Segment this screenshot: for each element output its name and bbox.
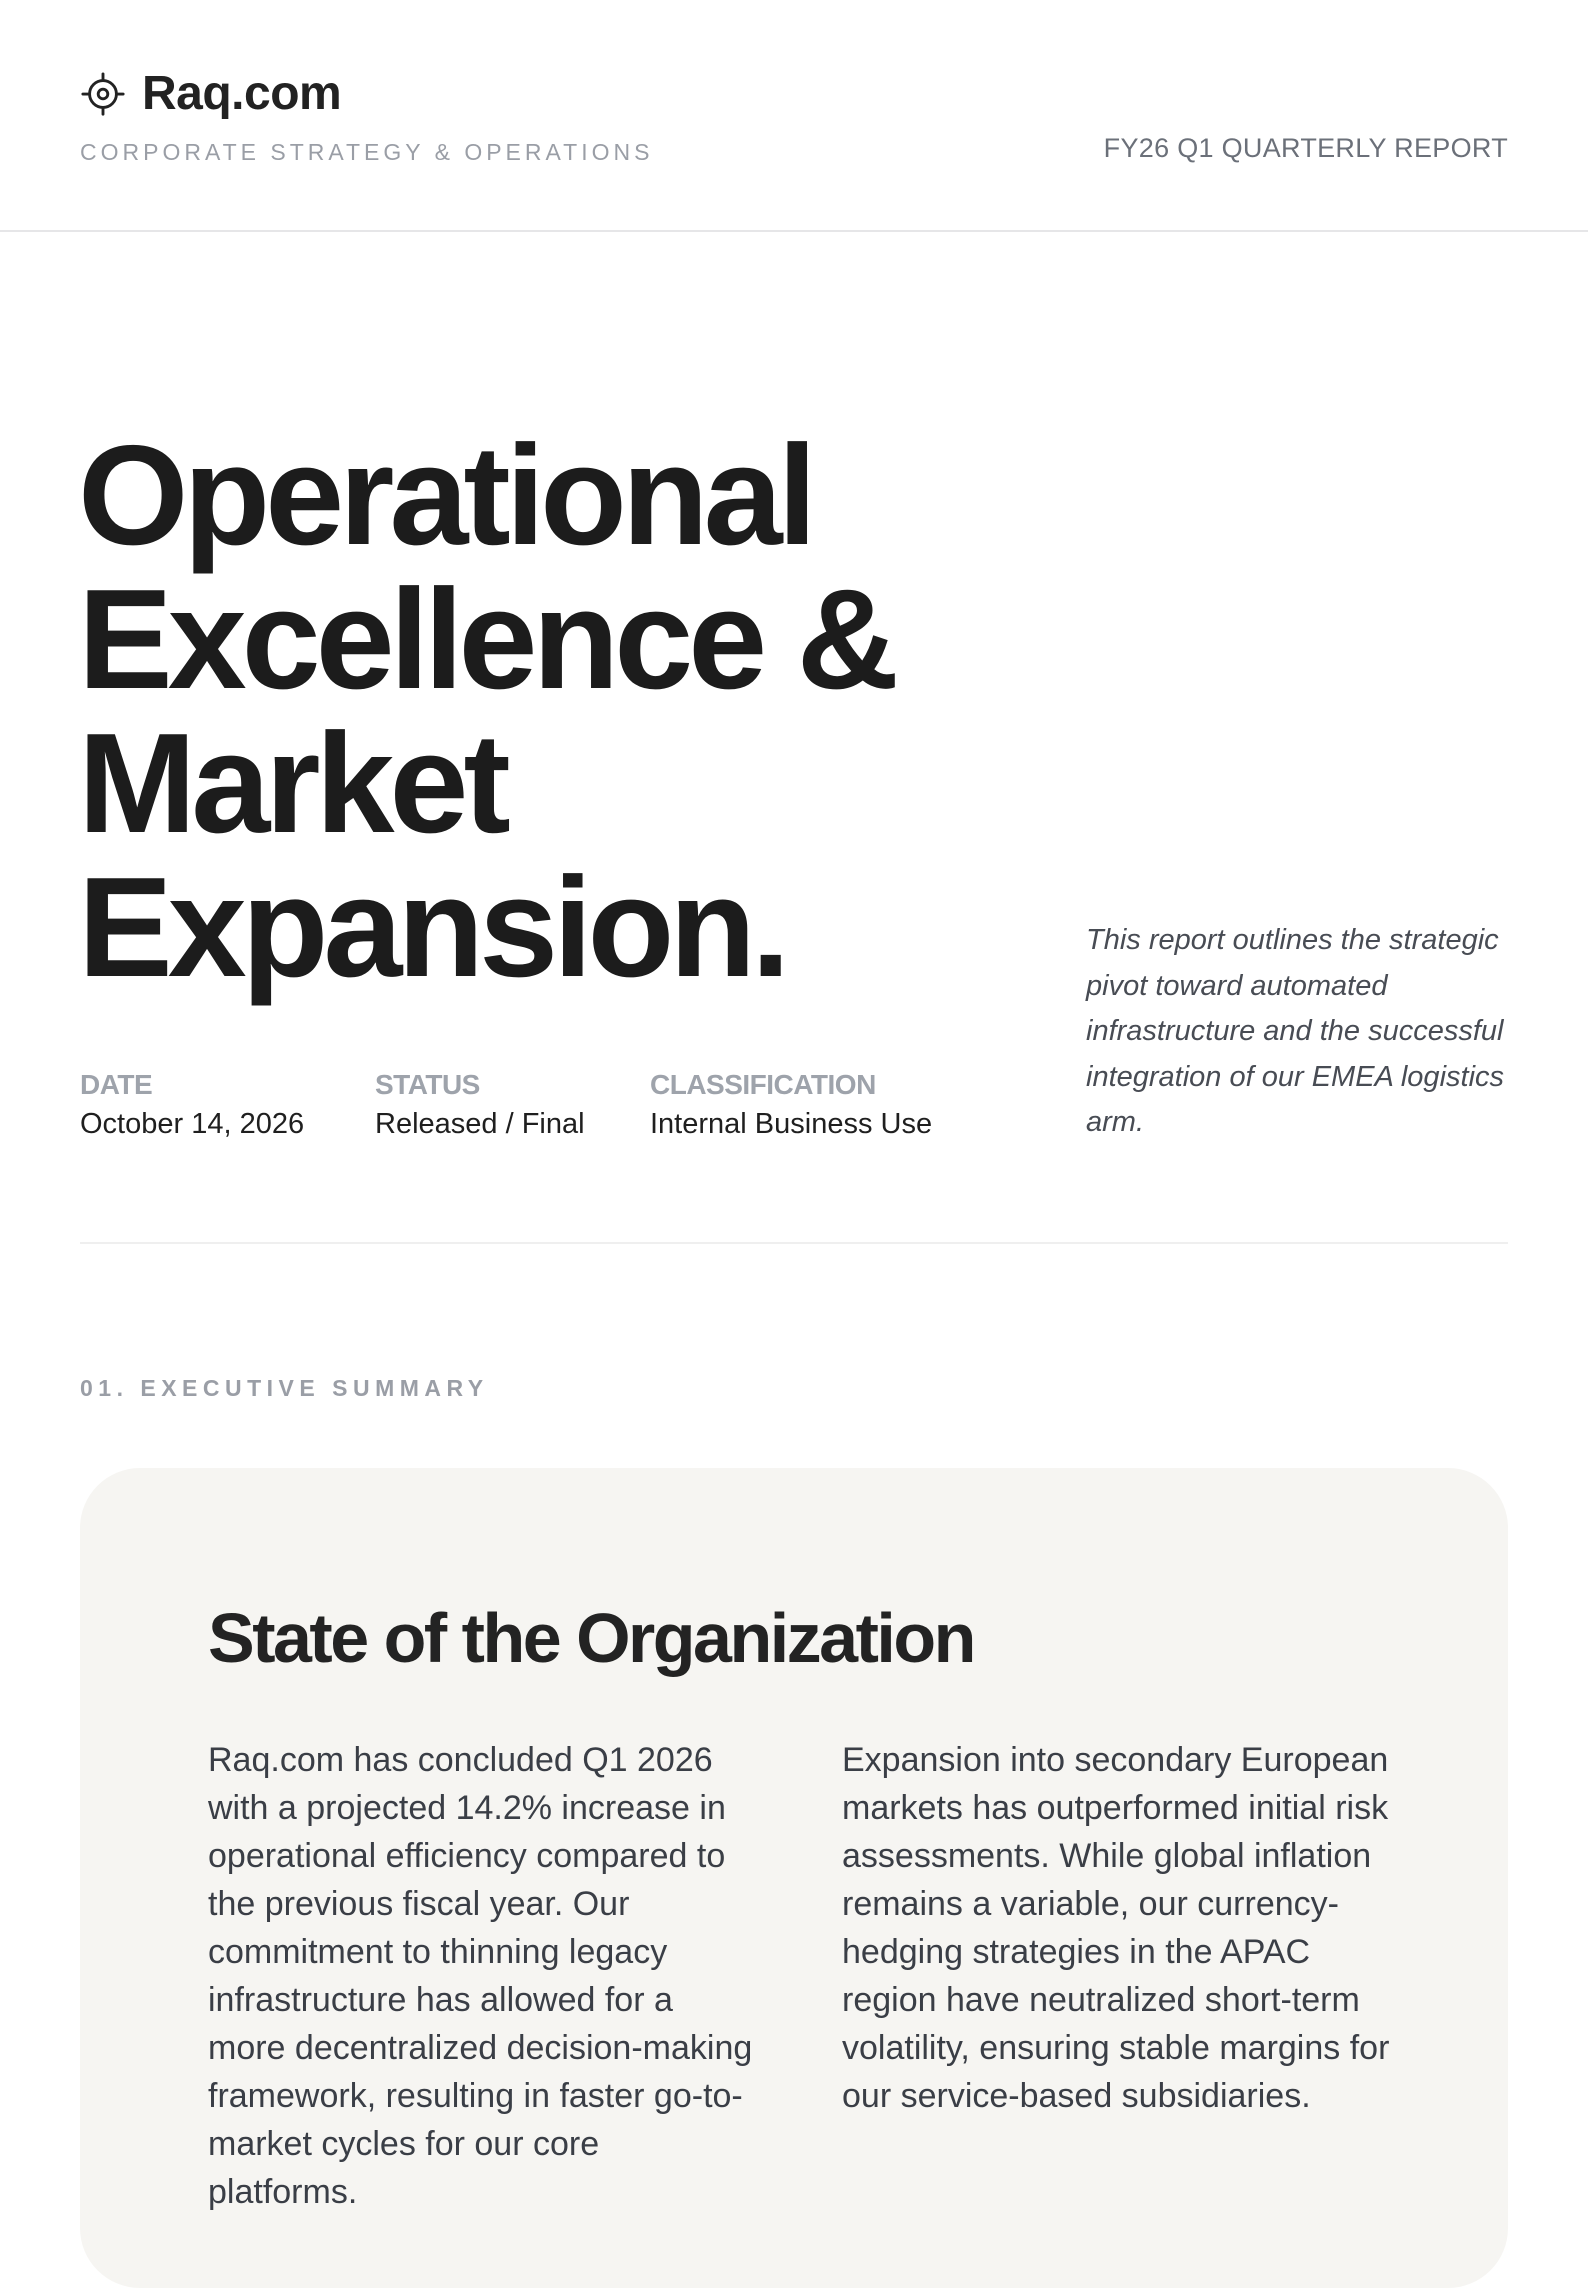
meta-status-label: STATUS	[375, 1069, 480, 1100]
title-line: Expansion.	[78, 848, 786, 1007]
executive-summary-card	[80, 1468, 1508, 2288]
title-line: Market	[78, 704, 506, 863]
meta-classification-value: Internal Business Use	[650, 1108, 933, 1140]
report-header	[0, 0, 1588, 232]
report-title	[78, 416, 978, 1007]
brand-name: Raq.com	[142, 67, 342, 120]
meta-date-value: October 14, 2026	[80, 1108, 305, 1140]
report-intro: This report outlines the strategic pivot toward automated infrastructure and the successful integration of our EMEA logistics arm.	[1086, 924, 1505, 1138]
target-icon	[80, 71, 126, 117]
summary-paragraph: Raq.com has concluded Q1 2026 with a projected 14.2% increase in operational efficiency compared to the previous fiscal year. Our commitment to thinning legacy infrastructure has allowed for a more decentralized decision-making framework, resulting in faster go-to-market cycles for our core platforms.	[208, 1741, 753, 2211]
summary-paragraph: Expansion into secondary European markets has outperformed initial risk assessments. While global inflation remains a variable, our currency-hedging strategies in the APAC region have neutralized short-term volatility, ensuring stable margins for our service-based subsidiaries.	[842, 1741, 1390, 2115]
department-label: CORPORATE STRATEGY & OPERATIONS	[80, 139, 654, 165]
brand-logo	[80, 66, 341, 122]
section-label: 01. EXECUTIVE SUMMARY	[80, 1375, 489, 1401]
meta-date	[80, 1068, 304, 1142]
meta-status-value: Released / Final	[375, 1108, 585, 1140]
report-period-label: FY26 Q1 QUARTERLY REPORT	[1103, 133, 1508, 163]
section-divider	[80, 1242, 1508, 1244]
meta-date-label: DATE	[80, 1069, 153, 1100]
title-line: Operational	[78, 416, 813, 575]
section-title: State of the Organization	[208, 1599, 974, 1677]
meta-classification	[650, 1068, 932, 1142]
title-line: Excellence &	[78, 560, 895, 719]
meta-status	[375, 1068, 585, 1142]
meta-classification-label: CLASSIFICATION	[650, 1069, 876, 1100]
